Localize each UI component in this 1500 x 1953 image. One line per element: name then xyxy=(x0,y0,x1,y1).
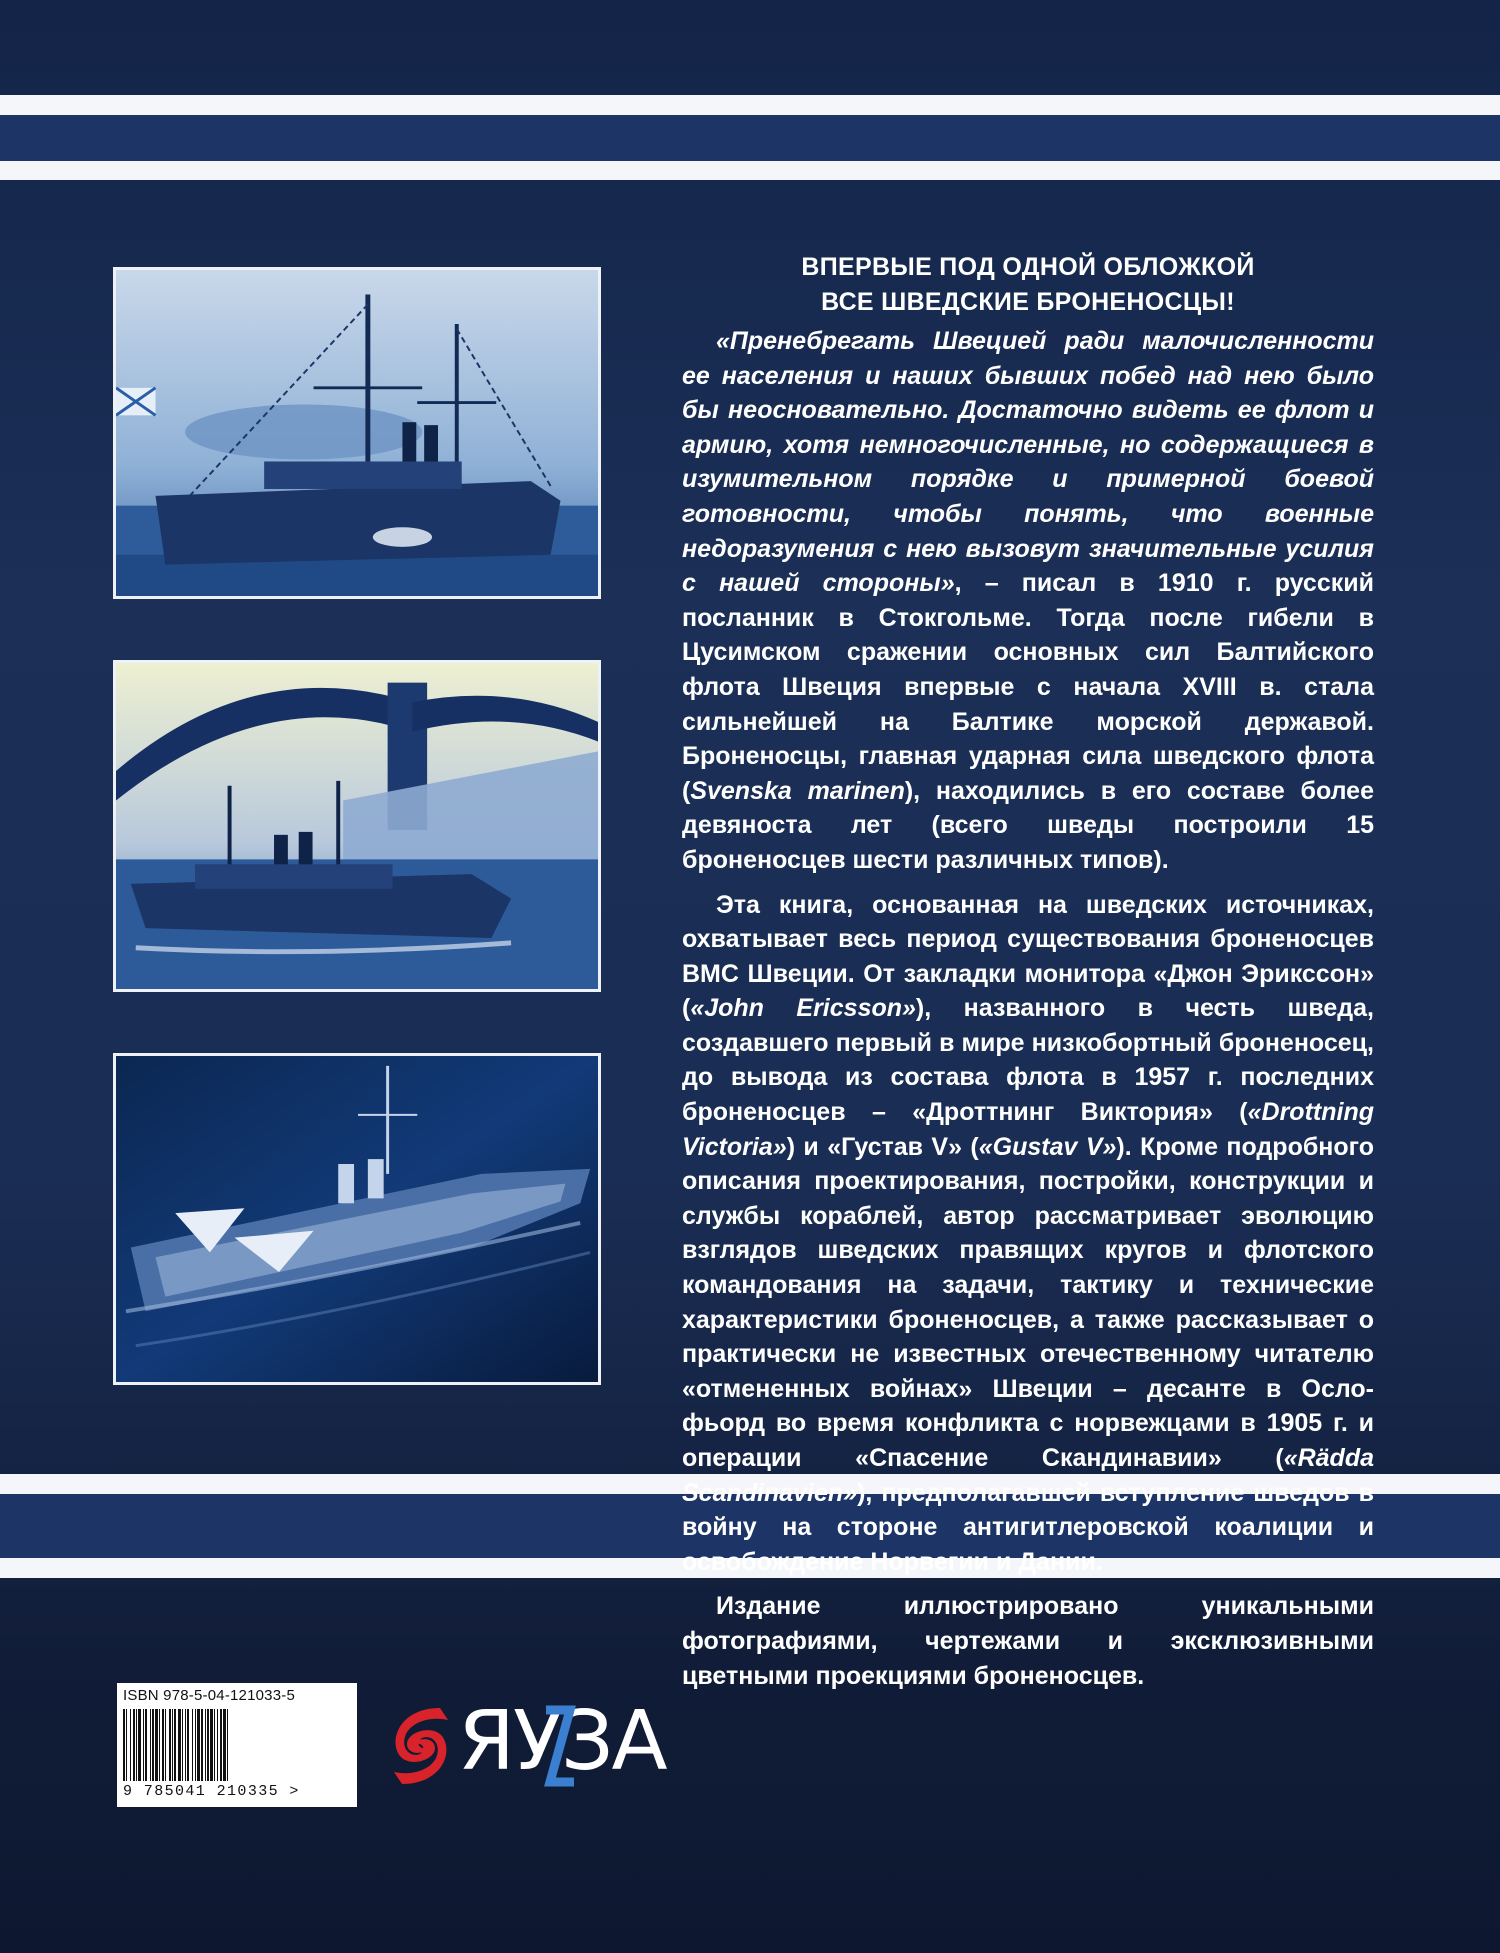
paragraph-2-italic-1: «John Ericsson» xyxy=(690,994,916,1023)
publisher-logo xyxy=(380,1690,666,1800)
paragraph-2-text-2: ), названного в честь шведа, создавшего первый в мире низкобортный броненосец, до вывода из состава флота в 1957 г. последних броненосцев – «Дроттнинг Виктория» ( xyxy=(682,994,1375,1127)
top-stripe-white-1 xyxy=(0,95,1500,115)
headline-line-2: ВСЕ ШВЕДСКИЕ БРОНЕНОСЦЫ! xyxy=(821,288,1235,316)
paragraph-1-text-2: ), находились в его составе более девяноста лет (всего шведы построили 15 броненосцев шести различных типов). xyxy=(682,776,1374,874)
paragraph-3-text: Издание иллюстрировано уникальными фотографиями, чертежами и эксклюзивными цветными проекциями броненосцев. xyxy=(682,1592,1374,1690)
paragraph-2-text-4: ). Кроме подробного описания проектирования, постройки, конструкции и службы кораблей, автор рассматривает эволюцию взглядов шведских правящих кругов и флотского командования на задачи, тактику и технические характеристики броненосцев, а также рассказывает о практически не известных отечественному читателю «отмененных войнах» Швеции – десанте в Осло-фьорд во время конфликта с норвежцами в 1905 г. и операции «Спасение Скандинавии» ( xyxy=(682,1132,1375,1472)
isbn-barcode xyxy=(117,1683,357,1807)
headline-line-1: ВПЕРВЫЕ ПОД ОДНОЙ ОБЛОЖКОЙ xyxy=(801,253,1255,281)
photo-battleship-under-bridge xyxy=(113,660,601,992)
top-stripe-white-2 xyxy=(0,161,1500,180)
photo-aerial-battleship xyxy=(113,1053,601,1385)
paragraph-2-text-1: Эта книга, основанная на шведских источниках, охватывает весь период существования броненосцев ВМС Швеции. От закладки монитора «Джон Эрикссон» ( xyxy=(682,890,1374,1023)
isbn-digits: 9 785041 210335 > xyxy=(123,1783,300,1800)
publisher-logo-text: ЯУЗА xyxy=(458,1694,666,1789)
description-text xyxy=(682,250,1374,1693)
paragraph-2 xyxy=(682,888,1374,1580)
paragraph-1 xyxy=(682,324,1374,878)
paragraph-2-italic-4: «Rädda Scandinavien» xyxy=(682,1444,1374,1507)
paragraph-3 xyxy=(682,1589,1374,1693)
barcode-bars xyxy=(123,1709,351,1781)
paragraph-1-text-1: , – писал в 1910 г. русский посланник в Стокгольме. Тогда после гибели в Цусимском сражении основных сил Балтийского флота Швеция впервые с начала XVIII в. стала сильнейшей на Балтике морской державой. Броненосцы, главная ударная сила шведского флота ( xyxy=(682,569,1374,805)
paragraph-2-italic-3: «Gustav V» xyxy=(978,1132,1117,1161)
publisher-logo-mark xyxy=(380,1690,460,1800)
isbn-label: ISBN 978-5-04-121033-5 xyxy=(123,1687,296,1704)
paragraph-2-italic-2: «Drottning Victoria» xyxy=(682,1098,1374,1161)
paragraph-2-text-5: ), предполагавшей вступление шведов в войну на стороне антигитлеровской коалиции и освобождение Норвегии и Дании. xyxy=(682,1478,1374,1576)
top-stripe-navy xyxy=(0,115,1500,161)
paragraph-2-text-3: ) и «Густав V» ( xyxy=(786,1132,979,1161)
publisher-logo-accent xyxy=(540,1690,580,1800)
barcode-bar xyxy=(228,1709,230,1781)
paragraph-1-italic-1: Svenska marinen xyxy=(690,776,905,805)
headline xyxy=(682,250,1374,320)
photo-battleship-with-flags xyxy=(113,267,601,599)
quote-text: «Пренебрегать Швецией ради малочисленности ее населения и наших бывших побед над нею было бы неосновательно. Достаточно видеть ее флот и армию, хотя немногочисленные, но содержащиеся в изумительном порядке и примерной боевой готовности, чтобы понять, что военные недоразумения с нею вызовут значительные усилия с нашей стороны» xyxy=(682,327,1374,598)
